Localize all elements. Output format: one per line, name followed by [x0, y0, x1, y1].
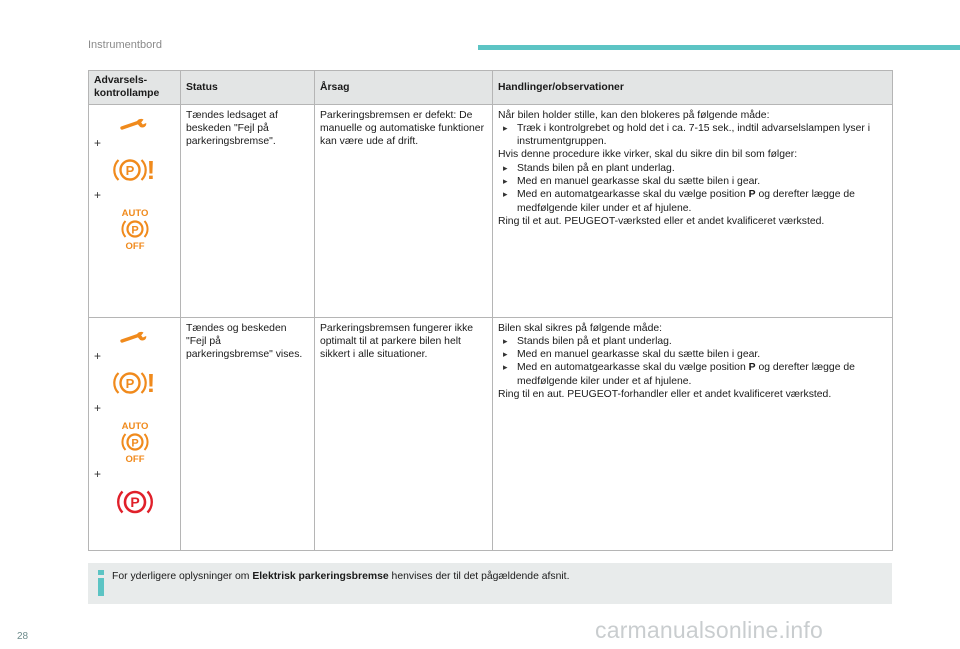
action-list [498, 162, 887, 215]
plus-sign: + [94, 348, 102, 363]
gear-position-p: P [748, 189, 756, 201]
auto-parking-off-icon [118, 207, 152, 251]
list-item: ▸ Med en manuel gearkasse skal du sætte bilen i gear. [498, 175, 887, 188]
lamp-icons-cell [89, 317, 181, 550]
plus-sign: + [94, 400, 102, 415]
svg-text:!: ! [146, 154, 155, 185]
list-item: ▸ Træk i kontrolgrebet og hold det i ca. 7-15 sek., indtil advarselslampen lyser i instrumentgruppen. [498, 122, 887, 149]
list-item-text: Med en automatgearkasse skal du vælge position [517, 189, 749, 201]
svg-text:AUTO: AUTO [121, 420, 148, 432]
column-header-cause: Årsag [315, 71, 493, 105]
info-box [88, 563, 892, 604]
auto-parking-off-icon [118, 420, 152, 464]
svg-text:!: ! [146, 367, 155, 398]
svg-text:OFF: OFF [125, 240, 144, 251]
gear-position-p: P [748, 362, 756, 374]
column-header-actions: Handlinger/observationer [493, 71, 893, 105]
column-header-lamp [89, 71, 181, 105]
wrench-icon [120, 330, 150, 346]
list-item-text: Med en automatgearkasse skal du vælge position [517, 362, 749, 374]
wrench-icon [120, 117, 150, 133]
plus-sign: + [94, 187, 102, 202]
warning-lamp-table [88, 70, 893, 551]
action-fallback-intro: Hvis denne procedure ikke virker, skal du sikre din bil som følger: [498, 149, 798, 161]
action-list [498, 335, 887, 388]
svg-text:P: P [130, 224, 139, 237]
table-row [89, 104, 893, 317]
list-item: ▸ Stands bilen på en plant underlag. [498, 162, 887, 175]
section-accent-bar [478, 45, 960, 50]
plus-sign: + [94, 466, 102, 481]
action-intro: Bilen skal sikres på følgende måde: [498, 322, 663, 334]
actions-cell [493, 104, 893, 317]
status-cell: Tændes og beskeden "Fejl på parkeringsbremse" vises. [181, 317, 315, 550]
action-intro: Når bilen holder stille, kan den blokeres på følgende måde: [498, 109, 770, 121]
parking-brake-warning-icon [113, 368, 157, 398]
list-item [498, 188, 887, 215]
list-item-text: og derefter lægge de medfølgende kiler under et af hjulene. [517, 362, 855, 387]
svg-text:P: P [125, 162, 134, 178]
info-icon [97, 570, 105, 596]
svg-text:P: P [129, 493, 140, 510]
cause-cell: Parkeringsbremsen fungerer ikke optimalt til at parkere bilen helt sikkert i alle situationer. [315, 317, 493, 550]
list-item [498, 361, 887, 388]
parking-brake-warning-icon [113, 155, 157, 185]
list-item-text: og derefter lægge de medfølgende kiler under et af hjulene. [517, 189, 855, 214]
action-closing: Ring til en aut. PEUGEOT-forhandler eller et andet kvalificeret værksted. [498, 389, 832, 401]
svg-text:OFF: OFF [125, 453, 144, 464]
list-item: ▸ Med en manuel gearkasse skal du sætte bilen i gear. [498, 348, 887, 361]
column-header-status: Status [181, 71, 315, 105]
svg-text:P: P [125, 375, 134, 391]
info-text-part: For yderligere oplysninger om [112, 571, 253, 582]
page-number: 28 [17, 631, 29, 642]
cause-cell: Parkeringsbremsen er defekt: De manuelle og automatiske funktioner kan være ude af drift. [315, 104, 493, 317]
info-text-part: henvises der til det pågældende afsnit. [388, 571, 570, 582]
column-header-lamp-label: Advarsels- kontrollampe [94, 75, 160, 100]
svg-text:AUTO: AUTO [121, 207, 148, 219]
svg-text:P: P [130, 437, 139, 450]
section-title: Instrumentbord [88, 39, 162, 51]
table-row [89, 317, 893, 550]
list-item: ▸ Stands bilen på et plant underlag. [498, 335, 887, 348]
action-closing: Ring til et aut. PEUGEOT-værksted eller et andet kvalificeret værksted. [498, 215, 825, 227]
action-list [498, 122, 887, 149]
info-text [112, 571, 569, 582]
lamp-icons-cell [89, 104, 181, 317]
watermark: carmanualsonline.info [595, 617, 823, 643]
status-cell: Tændes ledsaget af beskeden "Fejl på parkeringsbremse". [181, 104, 315, 317]
actions-cell [493, 317, 893, 550]
info-link-topic: Elektrisk parkeringsbremse [252, 571, 389, 582]
plus-sign: + [94, 135, 102, 150]
parking-brake-icon [116, 486, 154, 518]
table-header-row [89, 71, 893, 105]
